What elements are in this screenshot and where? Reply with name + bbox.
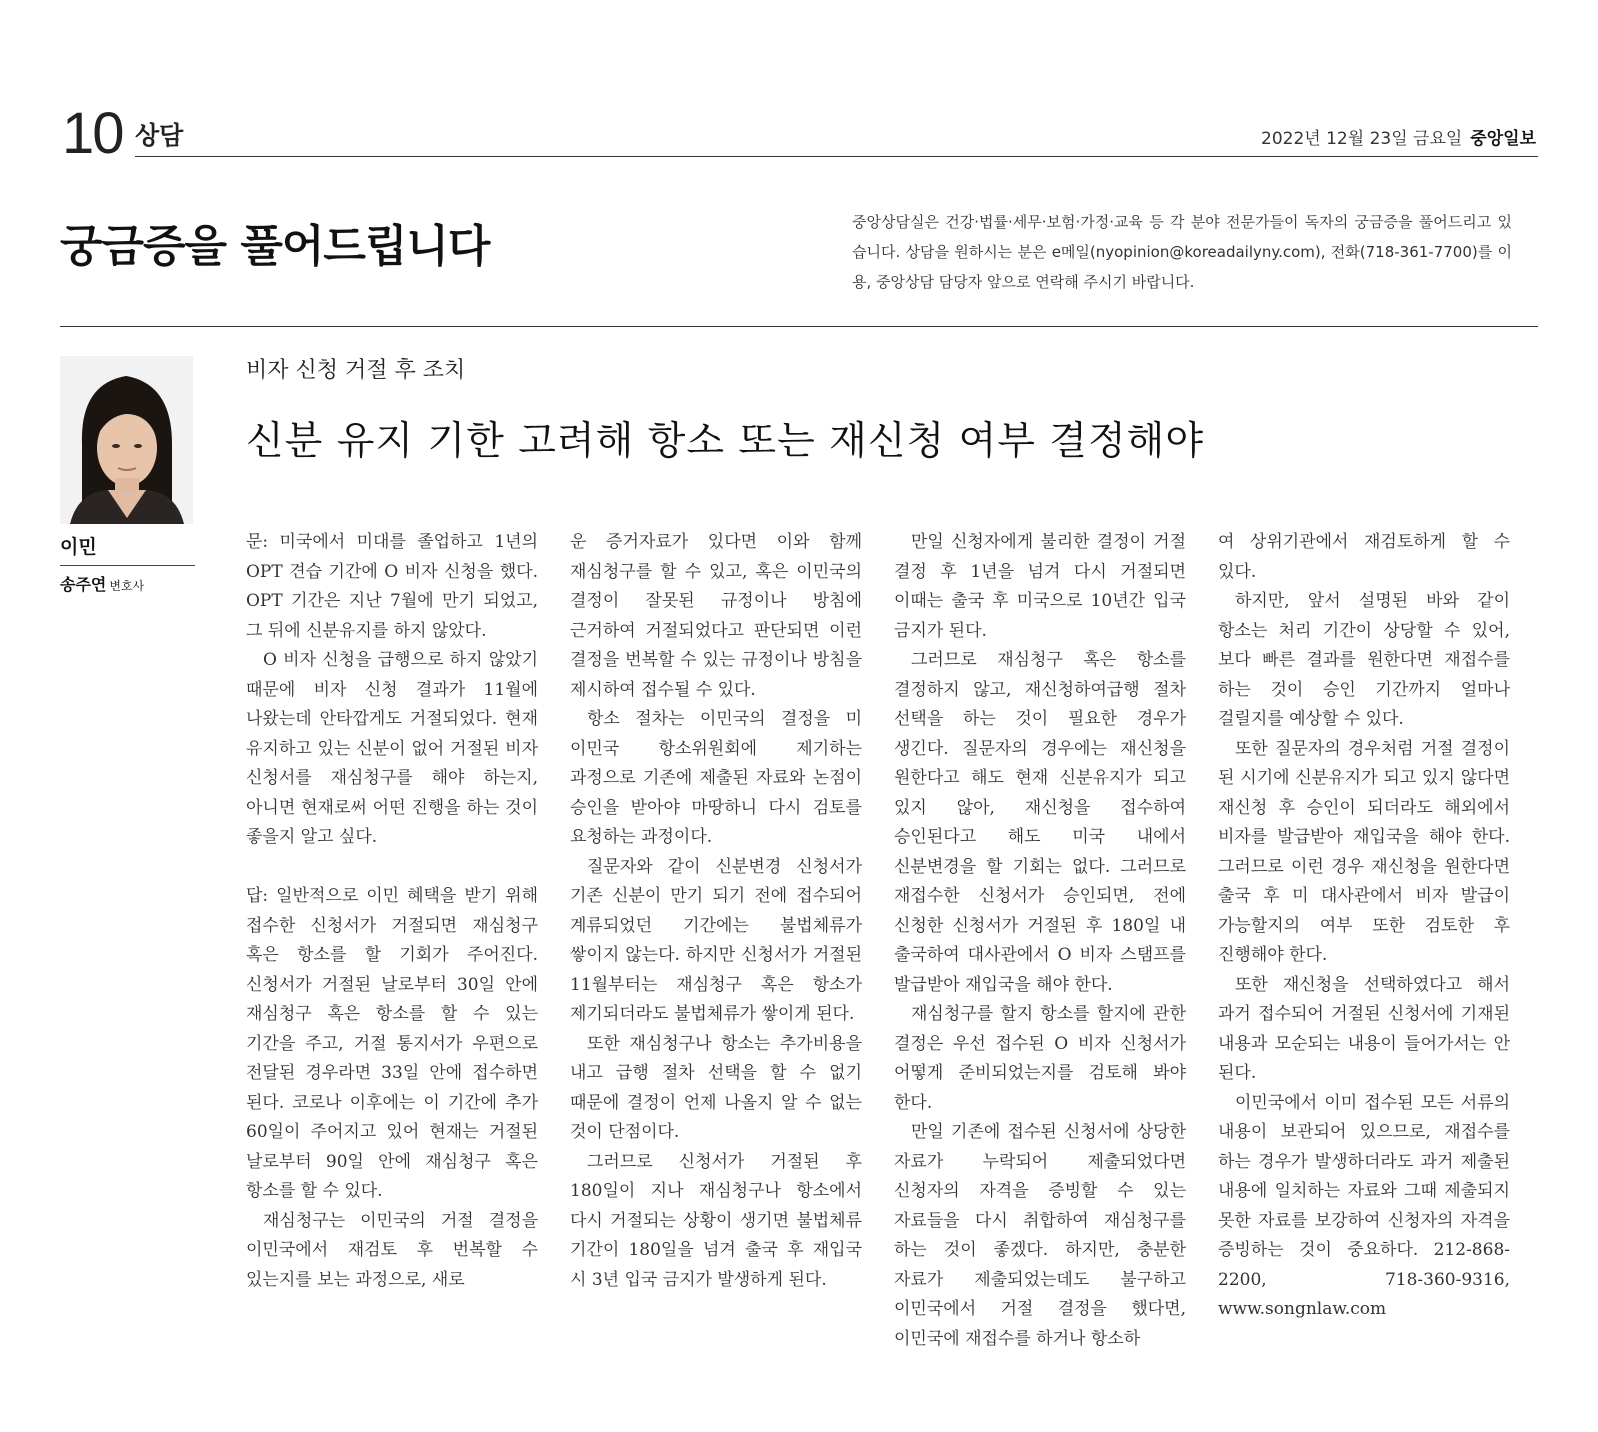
banner-intro: 중앙상담실은 건강·법률·세무·보험·가정·교육 등 각 분야 전문가들이 독자의 궁금증을 풀어드리고 있습니다. 상담을 원하시는 분은 e메일(nyopinion@koreadailyny.com), 전화(718-361-7700)를 이용, 중앙상담 담당자 앞으로 연락해 주시기 바랍니다. [852, 213, 1512, 291]
paragraph: 그러므로 신청서가 거절된 후 180일이 지나 재심청구나 항소에서 다시 거절되는 상황이 생기면 불법체류 기간이 180일을 넘겨 출국 후 재입국 시 3년 입국 금지가 발생하게 된다. [570, 1151, 862, 1290]
author-line [60, 572, 195, 595]
paragraph: 만일 기존에 접수된 신청서에 상당한 자료가 누락되어 제출되었다면 신청자의 자격을 증빙할 수 있는 자료들을 다시 취합하여 재심청구를 하는 것이 좋겠다. 하지만, 충분한 자료가 제출되었는데도 불구하고 이민국에서 거절 결정을 했다면, 이민국에 재접수를 하거나 항소하 [894, 1122, 1186, 1349]
paragraph: 만일 신청자에게 불리한 결정이 거절 결정 후 1년을 넘겨 다시 거절되면 이때는 출국 후 미국으로 10년간 입국 금지가 된다. [894, 532, 1186, 641]
paragraph: 재심청구를 할지 항소를 할지에 관한 결정은 우선 접수된 O 비자 신청서가 어떻게 준비되었는지를 검토해 봐야 한다. [894, 1004, 1186, 1113]
paragraph: 또한 재신청을 선택하였다고 해서 과거 접수되어 거절된 신청서에 기재된 내용과 모순되는 내용이 들어가서는 안 된다. [1218, 974, 1510, 1083]
byline [60, 532, 195, 595]
page-number: 10 [62, 101, 123, 166]
article-column-1 [246, 528, 538, 1295]
paragraph: 여 상위기관에서 재검토하게 할 수 있다. [1218, 532, 1510, 582]
paragraph: 질문자와 같이 신분변경 신청서가 기존 신분이 만기 되기 전에 접수되어 계류되었던 기간에는 불법체류가 쌓이지 않는다. 하지만 신청서가 거절된 11월부터는 재심청구 혹은 항소가 제기되더라도 불법체류가 쌓이게 된다. [570, 856, 862, 1024]
paragraph: 항소 절차는 이민국의 결정을 미 이민국 항소위원회에 제기하는 과정으로 기존에 제출된 자료와 논점이 승인을 받아야 마땅하니 다시 검토를 요청하는 과정이다. [570, 709, 862, 847]
issue-date: 2022년 12월 23일 금요일 [1261, 129, 1463, 149]
article-column-2 [570, 528, 862, 1295]
newspaper-brand: 중앙일보 [1470, 129, 1536, 149]
author-title: 변호사 [109, 579, 145, 593]
article-column-3 [894, 528, 1186, 1354]
banner-title: 궁금증을 풀어드립니다 [60, 221, 490, 272]
paragraph: 또한 질문자의 경우처럼 거절 결정이 된 시기에 신분유지가 되고 있지 않다면 재신청 후 승인이 되더라도 해외에서 비자를 발급받아 재입국을 해야 한다. 그러므로 이런 경우 재신청을 원한다면 출국 후 미 대사관에서 비자 발급이 가능할지의 여부 또한 검토한 후 진행해야 한다. [1218, 738, 1510, 965]
main-rule [60, 326, 1538, 327]
paragraph: 또한 재심청구나 항소는 추가비용을 내고 급행 절차 선택을 할 수 없기 때문에 결정이 언제 나올지 알 수 없는 것이 단점이다. [570, 1033, 862, 1142]
paragraph: O 비자 신청을 급행으로 하지 않았기 때문에 비자 신청 결과가 11월에 나왔는데 안타깝게도 거절되었다. 현재 유지하고 있는 신분이 없어 거절된 비자 신청서를 재심청구를 해야 하는지, 아니면 현재로써 어떤 진행을 하는 것이 좋을지 알고 싶다. [246, 650, 538, 847]
paragraph: 운 증거자료가 있다면 이와 함께 재심청구를 할 수 있고, 혹은 이민국의 결정이 잘못된 규정이나 방침에 근거하여 거절되었다고 판단되면 이런 결정을 번복할 수 있는 규정이나 방침을 제시하여 접수될 수 있다. [570, 532, 862, 700]
author-photo [60, 356, 193, 524]
paragraph: 재심청구는 이민국의 거절 결정을 이민국에서 재검토 후 번복할 수 있는지를 보는 과정으로, 새로 [246, 1210, 538, 1290]
header-rule [135, 156, 1538, 157]
paragraph: 이민국에서 이미 접수된 모든 서류의 내용이 보관되어 있으므로, 재접수를 하는 경우가 발생하더라도 과거 제출된 내용에 일치하는 자료와 그때 제출되지 못한 자료를 보강하여 신청자의 자격을 증빙하는 것이 중요하다. 212-868-2200, 718-360-9316, www.songnlaw.com [1218, 1092, 1510, 1319]
dateline [1261, 124, 1536, 149]
article-subhead: 비자 신청 거절 후 조치 [246, 358, 466, 383]
section-label: 상담 [135, 121, 184, 150]
article-headline: 신분 유지 기한 고려해 항소 또는 재신청 여부 결정해야 [246, 419, 1205, 464]
paragraph: 답: 일반적으로 이민 혜택을 받기 위해 접수한 신청서가 거절되면 재심청구 혹은 항소를 할 기회가 주어진다. 신청서가 거절된 날로부터 30일 안에 재심청구 혹은 항소를 할 수 있는 기간을 주고, 거절 통지서가 우편으로 전달된 경우라면 33일 안에 접수하면 된다. 코로나 이후에는 이 기간에 추가 60일이 주어지고 있어 현재는 거절된 날로부터 90일 안에 재심청구 혹은 항소를 할 수 있다. [246, 886, 538, 1201]
paragraph: 그러므로 재심청구 혹은 항소를 결정하지 않고, 재신청하여급행 절차 선택을 하는 것이 필요한 경우가 생긴다. 질문자의 경우에는 재신청을 원한다고 해도 현재 신분유지가 되고 있지 않아, 재신청을 접수하여 승인된다고 해도 미국 내에서 신분변경을 할 기회는 없다. 그러므로 재접수한 신청서가 승인되면, 전에 신청한 신청서가 거절된 후 180일 내 출국하여 대사관에서 O 비자 스탬프를 발급받아 재입국을 해야 한다. [894, 650, 1186, 995]
article-column-4 [1218, 528, 1510, 1325]
column-name: 이민 [60, 532, 195, 566]
author-portrait [60, 356, 193, 524]
paragraph: 문: 미국에서 미대를 졸업하고 1년의 OPT 견습 기간에 O 비자 신청을 했다. OPT 기간은 지난 7월에 만기 되었고, 그 뒤에 신분유지를 하지 않았다. [246, 532, 538, 641]
paragraph: 하지만, 앞서 설명된 바와 같이 항소는 처리 기간이 상당할 수 있어, 보다 빠른 결과를 원한다면 재접수를 하는 것이 승인 기간까지 얼마나 걸릴지를 예상할 수 있다. [1218, 591, 1510, 729]
author-name: 송주연 [60, 575, 107, 594]
